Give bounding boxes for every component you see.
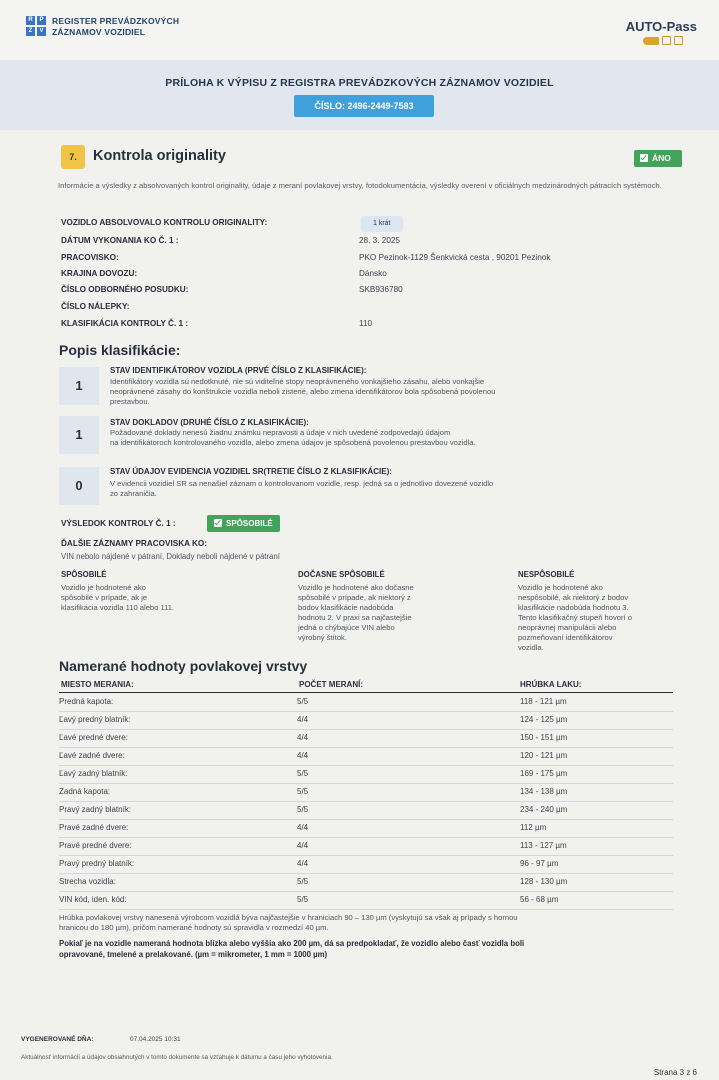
cell-thickness: 56 - 68 µm bbox=[520, 895, 559, 904]
checkbox-icon bbox=[674, 36, 683, 45]
classification-heading: Popis klasifikácie: bbox=[59, 342, 181, 358]
table-row bbox=[59, 730, 673, 748]
classification-description bbox=[110, 377, 630, 407]
logo-letter: Z bbox=[26, 27, 35, 36]
cell-location: VIN kód, iden. kód: bbox=[59, 895, 127, 904]
classification-description bbox=[110, 428, 630, 448]
cell-location: Ľavé predné dvere: bbox=[59, 733, 128, 742]
info-label: DÁTUM VYKONANIA KO Č. 1 : bbox=[61, 236, 179, 245]
cell-count: 4/4 bbox=[297, 841, 309, 850]
cell-count: 4/4 bbox=[297, 733, 309, 742]
col-line: spôsobilé v prípade, ak je bbox=[61, 593, 148, 602]
cell-location: Pravý predný blatník: bbox=[59, 859, 135, 868]
col-line: nespôsobilé, ak niektorý z bodov bbox=[518, 593, 629, 602]
cell-thickness: 113 - 127 µm bbox=[520, 841, 567, 850]
col-line: Vozidlo je hodnotené ako dočasne bbox=[298, 583, 414, 592]
thickness-warning bbox=[59, 939, 679, 960]
other-records-label: ĎALŠIE ZÁZNAMY PRACOVISKA KO: bbox=[61, 539, 208, 548]
classification-title: STAV IDENTIFIKÁTOROV VOZIDLA (PRVÉ ČÍSLO Z KLASIFIKÁCIE): bbox=[110, 366, 367, 375]
autopass-icons bbox=[643, 36, 683, 45]
cell-location: Pravý zadný blatník: bbox=[59, 805, 132, 814]
cell-location: Pravé predné dvere: bbox=[59, 841, 132, 850]
table-row bbox=[59, 892, 673, 910]
table-row bbox=[59, 784, 673, 802]
info-row bbox=[61, 302, 681, 316]
warning-line: opravované, tmelené a prelakované. (µm = mikrometer, 1 mm = 1000 µm) bbox=[59, 949, 328, 959]
col-line: hodnotu 2. V praxi sa najčastejšie bbox=[298, 613, 412, 622]
cell-thickness: 169 - 175 µm bbox=[520, 769, 568, 778]
table-row bbox=[59, 820, 673, 838]
col-line: klasifikácia vozidla 110 alebo 111. bbox=[61, 603, 175, 612]
cell-location: Ľavý predný blatník: bbox=[59, 715, 131, 724]
info-value: SKB936780 bbox=[359, 285, 403, 294]
info-row bbox=[61, 269, 681, 283]
table-row bbox=[59, 748, 673, 766]
info-value: 110 bbox=[359, 319, 373, 328]
table-row bbox=[59, 766, 673, 784]
info-row bbox=[61, 285, 681, 299]
other-records-value: VIN nebolo nájdené v pátraní, Doklady neboli nájdené v pátraní bbox=[61, 552, 280, 561]
info-label: VOZIDLO ABSOLVOVALO KONTROLU ORIGINALITY: bbox=[61, 218, 268, 227]
cell-thickness: 118 - 121 µm bbox=[520, 697, 567, 706]
info-label: KLASIFIKÁCIA KONTROLY Č. 1 : bbox=[61, 319, 189, 328]
cell-location: Ľavé zadné dvere: bbox=[59, 751, 125, 760]
info-label: KRAJINA DOVOZU: bbox=[61, 269, 138, 278]
desc-line: Identifikátory vozidla sú nedotknuté, nie sú viditeľné stopy neoprávneného vonkajšieho zásahu, alebo vonkajšie bbox=[110, 377, 485, 386]
cell-location: Zadná kapota: bbox=[59, 787, 111, 796]
col-line: neoprávnej manipulácii alebo bbox=[518, 623, 617, 632]
info-value: 28. 3. 2025 bbox=[359, 236, 400, 245]
cell-location: Strecha vozidla: bbox=[59, 877, 116, 886]
note-line: hranicou do 180 µm), pričom namerané hodnoty sú spravidla v rozmedzí 40 µm. bbox=[59, 923, 329, 932]
info-row bbox=[61, 218, 681, 232]
check-icon bbox=[640, 154, 648, 162]
desc-line: Požadované doklady nenesú žiadnu známku nepravosti a údaje v nich uvedené zodpovedajú údajom bbox=[110, 428, 451, 437]
title-band bbox=[0, 60, 719, 130]
cell-count: 4/4 bbox=[297, 859, 309, 868]
desc-line: zo zahraničia. bbox=[110, 489, 157, 498]
info-row bbox=[61, 236, 681, 250]
column-text-sposobile bbox=[61, 583, 209, 613]
logo-line-1: REGISTER PREVÁDZKOVÝCH bbox=[52, 16, 180, 26]
cell-count: 5/5 bbox=[297, 877, 309, 886]
info-value: Dánsko bbox=[359, 269, 387, 278]
cell-location: Predná kapota: bbox=[59, 697, 114, 706]
cell-thickness: 120 - 121 µm bbox=[520, 751, 568, 760]
cell-count: 5/5 bbox=[297, 697, 309, 706]
cell-location: Pravé zadné dvere: bbox=[59, 823, 129, 832]
header-thickness: HRÚBKA LAKU: bbox=[520, 680, 582, 689]
col-line: Vozidlo je hodnotené ako bbox=[518, 583, 603, 592]
table-row bbox=[59, 712, 673, 730]
info-value: PKO Pezinok-1129 Šenkvická cesta , 90201 Pezinok bbox=[359, 253, 551, 262]
cell-location: Ľavý zadný blatník: bbox=[59, 769, 128, 778]
info-row bbox=[61, 253, 681, 267]
cell-count: 4/4 bbox=[297, 751, 309, 760]
result-badge bbox=[207, 515, 280, 532]
classification-digit: 1 bbox=[59, 416, 99, 454]
classification-title: STAV ÚDAJOV EVIDENCIA VOZIDIEL SR(TRETIE ČÍSLO Z KLASIFIKÁCIE): bbox=[110, 467, 392, 476]
status-badge-label: ÁNO bbox=[652, 153, 671, 163]
column-title-sposobile: SPÔSOBILÉ bbox=[61, 570, 107, 579]
col-line: spôsobilé v prípade, ak niektorý z bbox=[298, 593, 411, 602]
column-title-nesposobile: NESPÔSOBILÉ bbox=[518, 570, 575, 579]
cell-thickness: 134 - 138 µm bbox=[520, 787, 568, 796]
info-label: ČÍSLO NÁLEPKY: bbox=[61, 302, 130, 311]
result-label: VÝSLEDOK KONTROLY Č. 1 : bbox=[61, 519, 176, 528]
page-header bbox=[0, 0, 719, 60]
col-line: Vozidlo je hodnotené ako bbox=[61, 583, 146, 592]
col-line: jedná o chýbajúce VIN alebo bbox=[298, 623, 395, 632]
desc-line: V evidencii vozidiel SR sa nenašiel záznam o kontrolovanom vozidle, resp. jedná sa o jednotlivo dovezené vozidlo bbox=[110, 479, 494, 488]
table-row bbox=[59, 694, 673, 712]
rpzv-logo bbox=[26, 16, 46, 36]
classification-title: STAV DOKLADOV (DRUHÉ ČÍSLO Z KLASIFIKÁCIE): bbox=[110, 418, 309, 427]
key-icon bbox=[643, 37, 659, 45]
cell-count: 5/5 bbox=[297, 769, 309, 778]
generated-label: VYGENEROVANÉ DŇA: bbox=[21, 1036, 94, 1043]
col-line: Tento klasifikačný stupeň hovorí o bbox=[518, 613, 632, 622]
classification-description bbox=[110, 479, 630, 499]
status-badge bbox=[634, 150, 682, 167]
info-row bbox=[61, 319, 681, 333]
info-label: PRACOVISKO: bbox=[61, 253, 119, 262]
column-text-docasne bbox=[298, 583, 458, 643]
checkbox-icon bbox=[662, 36, 671, 45]
generated-value: 07.04.2025 10:31 bbox=[130, 1036, 181, 1043]
col-line: klasifikácie nadobúda hodnotu 3. bbox=[518, 603, 629, 612]
cell-count: 5/5 bbox=[297, 895, 309, 904]
measurements-title: Namerané hodnoty povlakovej vrstvy bbox=[59, 658, 308, 674]
col-line: bodov klasifikácie nadobúda bbox=[298, 603, 394, 612]
note-line: Hrúbka povlakovej vrstvy nanesená výrobcom vozidlá býva najčastejšie v hraniciach 90 – 130 µm (vyskytujú sa však aj prípady s hornou bbox=[59, 913, 518, 922]
col-line: pozmeňovaní identifikátorov bbox=[518, 633, 613, 642]
column-title-docasne: DOČASNE SPÔSOBILÉ bbox=[298, 570, 385, 579]
column-text-nesposobile bbox=[518, 583, 672, 653]
info-label: ČÍSLO ODBORNÉHO POSUDKU: bbox=[61, 285, 189, 294]
cell-thickness: 112 µm bbox=[520, 823, 547, 832]
table-header bbox=[59, 680, 673, 693]
autopass-brand: AUTO-Pass bbox=[625, 19, 697, 34]
count-pill: 1 krát bbox=[361, 216, 403, 232]
logo-line-2: ZÁZNAMOV VOZIDIEL bbox=[52, 27, 146, 37]
cell-count: 5/5 bbox=[297, 805, 309, 814]
classification-digit: 0 bbox=[59, 467, 99, 505]
cell-thickness: 128 - 130 µm bbox=[520, 877, 568, 886]
header-location: MIESTO MERANIA: bbox=[61, 680, 134, 689]
cell-count: 4/4 bbox=[297, 715, 309, 724]
cell-count: 5/5 bbox=[297, 787, 309, 796]
cell-count: 4/4 bbox=[297, 823, 309, 832]
desc-line: neoprávnené zásahy do konštrukcie vozidla neboli zistené, alebo zmena identifikátorov bola spôsobená povolenou bbox=[110, 387, 496, 396]
cell-thickness: 234 - 240 µm bbox=[520, 805, 568, 814]
classification-digit: 1 bbox=[59, 367, 99, 405]
document-title: PRÍLOHA K VÝPISU Z REGISTRA PREVÁDZKOVÝCH ZÁZNAMOV VOZIDIEL bbox=[165, 77, 554, 89]
table-row bbox=[59, 802, 673, 820]
check-icon bbox=[214, 519, 222, 527]
desc-line: na identifikátoroch kontrolovaného vozidla, alebo zmena údajov je spôsobená povolenou prestavbou vozidla. bbox=[110, 438, 476, 447]
logo-letter: R bbox=[26, 16, 35, 25]
cell-thickness: 124 - 125 µm bbox=[520, 715, 568, 724]
desc-line: prestavbou. bbox=[110, 397, 150, 406]
cell-thickness: 150 - 151 µm bbox=[520, 733, 568, 742]
section-number: 7. bbox=[61, 145, 85, 169]
col-line: vozidla. bbox=[518, 643, 544, 652]
table-row bbox=[59, 856, 673, 874]
footer-note: Aktuálnosť informácií a údajov obsiahnutých v tomto dokumente sa vzťahuje k dátumu a času jeho vyhotovenia. bbox=[21, 1054, 333, 1061]
logo-letter: P bbox=[37, 16, 46, 25]
thickness-note bbox=[59, 913, 679, 933]
result-badge-label: SPÔSOBILÉ bbox=[226, 519, 273, 528]
section-title: Kontrola originality bbox=[93, 148, 226, 164]
table-row bbox=[59, 838, 673, 856]
col-line: výrobný štítok. bbox=[298, 633, 347, 642]
table-row bbox=[59, 874, 673, 892]
header-count: POČET MERANÍ: bbox=[299, 680, 363, 689]
logo-letter: V bbox=[37, 27, 46, 36]
document-number-badge: ČÍSLO: 2496-2449-7583 bbox=[294, 95, 434, 117]
cell-thickness: 96 - 97 µm bbox=[520, 859, 559, 868]
section-intro: Informácie a výsledky z absolvovaných kontrol originality, údaje z meraní povlakovej vrstvy, fotodokumentácia, výsledky overení v oficiálnych medzinárodných pátracích systémoch. bbox=[58, 181, 662, 190]
logo-text bbox=[52, 16, 179, 38]
page-number: Strana 3 z 6 bbox=[653, 1068, 697, 1077]
warning-line: Pokiaľ je na vozidle nameraná hodnota blízka alebo vyššia ako 200 µm, dá sa predpokladať, že vozidlo alebo časť vozidla boli bbox=[59, 939, 525, 948]
